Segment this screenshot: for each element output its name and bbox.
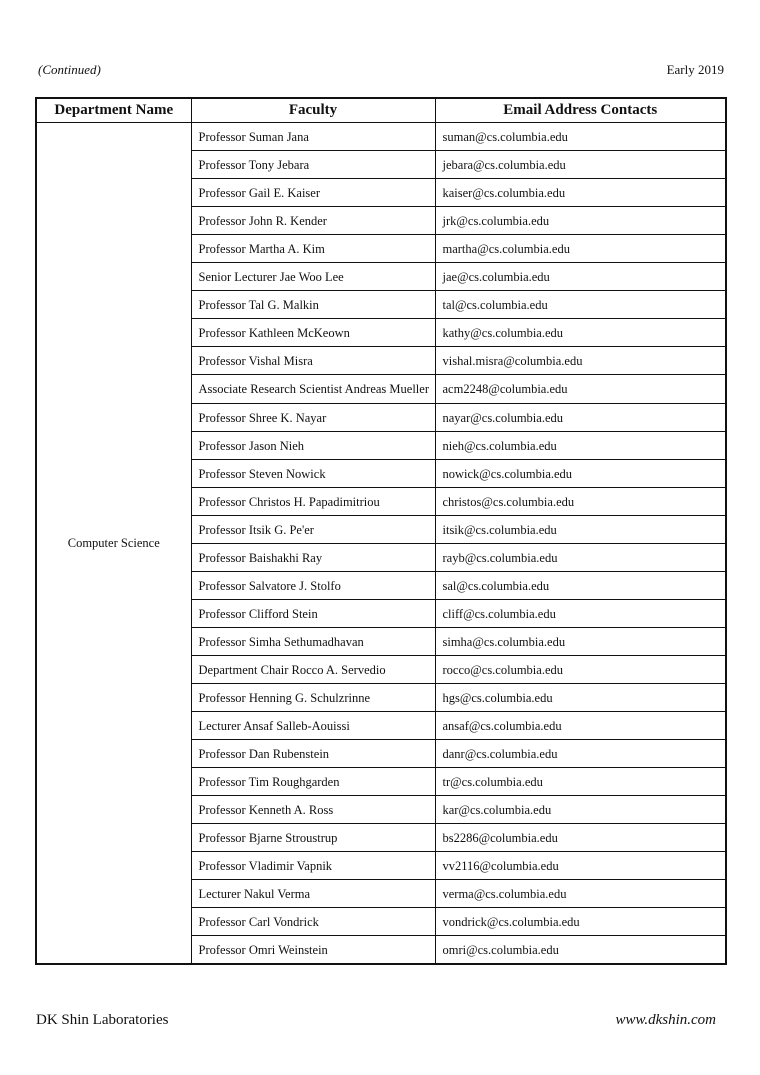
faculty-cell: Professor Steven Nowick	[191, 460, 435, 488]
email-cell: verma@cs.columbia.edu	[435, 880, 726, 908]
faculty-cell: Senior Lecturer Jae Woo Lee	[191, 263, 435, 291]
faculty-cell: Professor Christos H. Papadimitriou	[191, 488, 435, 516]
email-cell: nayar@cs.columbia.edu	[435, 404, 726, 432]
email-cell: martha@cs.columbia.edu	[435, 235, 726, 263]
email-cell: tal@cs.columbia.edu	[435, 291, 726, 319]
faculty-cell: Professor Kathleen McKeown	[191, 319, 435, 347]
faculty-cell: Professor Martha A. Kim	[191, 235, 435, 263]
email-cell: itsik@cs.columbia.edu	[435, 516, 726, 544]
email-cell: simha@cs.columbia.edu	[435, 628, 726, 656]
email-cell: hgs@cs.columbia.edu	[435, 684, 726, 712]
faculty-cell: Professor Dan Rubenstein	[191, 740, 435, 768]
email-cell: jrk@cs.columbia.edu	[435, 207, 726, 235]
email-cell: vv2116@columbia.edu	[435, 852, 726, 880]
faculty-cell: Associate Research Scientist Andreas Mueller	[191, 375, 435, 404]
faculty-cell: Professor Carl Vondrick	[191, 908, 435, 936]
contacts-table	[35, 97, 727, 965]
email-cell: kar@cs.columbia.edu	[435, 796, 726, 824]
email-cell: suman@cs.columbia.edu	[435, 123, 726, 151]
footer-website: www.dkshin.com	[615, 1012, 716, 1028]
email-cell: christos@cs.columbia.edu	[435, 488, 726, 516]
email-cell: ansaf@cs.columbia.edu	[435, 712, 726, 740]
email-cell: nieh@cs.columbia.edu	[435, 432, 726, 460]
faculty-cell: Professor Gail E. Kaiser	[191, 179, 435, 207]
date-label: Early 2019	[666, 62, 724, 77]
faculty-cell: Professor Bjarne Stroustrup	[191, 824, 435, 852]
faculty-cell: Professor Kenneth A. Ross	[191, 796, 435, 824]
faculty-cell: Professor John R. Kender	[191, 207, 435, 235]
faculty-cell: Professor Suman Jana	[191, 123, 435, 151]
faculty-cell: Professor Henning G. Schulzrinne	[191, 684, 435, 712]
email-cell: acm2248@columbia.edu	[435, 375, 726, 404]
column-header-faculty: Faculty	[191, 98, 435, 123]
email-cell: bs2286@columbia.edu	[435, 824, 726, 852]
email-cell: rocco@cs.columbia.edu	[435, 656, 726, 684]
faculty-cell: Professor Tony Jebara	[191, 151, 435, 179]
email-cell: vondrick@cs.columbia.edu	[435, 908, 726, 936]
email-cell: kaiser@cs.columbia.edu	[435, 179, 726, 207]
faculty-cell: Professor Simha Sethumadhavan	[191, 628, 435, 656]
faculty-cell: Professor Baishakhi Ray	[191, 544, 435, 572]
faculty-cell: Department Chair Rocco A. Servedio	[191, 656, 435, 684]
department-name-cell: Computer Science	[36, 123, 191, 965]
email-cell: jae@cs.columbia.edu	[435, 263, 726, 291]
footer-company: DK Shin Laboratories	[36, 1012, 169, 1028]
faculty-cell: Professor Tim Roughgarden	[191, 768, 435, 796]
email-cell: omri@cs.columbia.edu	[435, 936, 726, 965]
column-header-email: Email Address Contacts	[435, 98, 726, 123]
faculty-cell: Professor Itsik G. Pe'er	[191, 516, 435, 544]
email-cell: cliff@cs.columbia.edu	[435, 600, 726, 628]
faculty-cell: Professor Tal G. Malkin	[191, 291, 435, 319]
column-header-department: Department Name	[36, 98, 191, 123]
table-body	[36, 123, 726, 965]
faculty-cell: Professor Vladimir Vapnik	[191, 852, 435, 880]
table-header-row	[36, 98, 726, 123]
email-cell: tr@cs.columbia.edu	[435, 768, 726, 796]
email-cell: nowick@cs.columbia.edu	[435, 460, 726, 488]
email-cell: jebara@cs.columbia.edu	[435, 151, 726, 179]
faculty-cell: Professor Shree K. Nayar	[191, 404, 435, 432]
faculty-cell: Lecturer Ansaf Salleb-Aouissi	[191, 712, 435, 740]
table-row	[36, 123, 726, 151]
email-cell: danr@cs.columbia.edu	[435, 740, 726, 768]
email-cell: vishal.misra@columbia.edu	[435, 347, 726, 375]
faculty-cell: Professor Jason Nieh	[191, 432, 435, 460]
faculty-cell: Professor Vishal Misra	[191, 347, 435, 375]
faculty-cell: Professor Clifford Stein	[191, 600, 435, 628]
faculty-cell: Lecturer Nakul Verma	[191, 880, 435, 908]
continued-label: (Continued)	[38, 62, 101, 77]
email-cell: kathy@cs.columbia.edu	[435, 319, 726, 347]
email-cell: sal@cs.columbia.edu	[435, 572, 726, 600]
faculty-cell: Professor Salvatore J. Stolfo	[191, 572, 435, 600]
faculty-cell: Professor Omri Weinstein	[191, 936, 435, 965]
email-cell: rayb@cs.columbia.edu	[435, 544, 726, 572]
